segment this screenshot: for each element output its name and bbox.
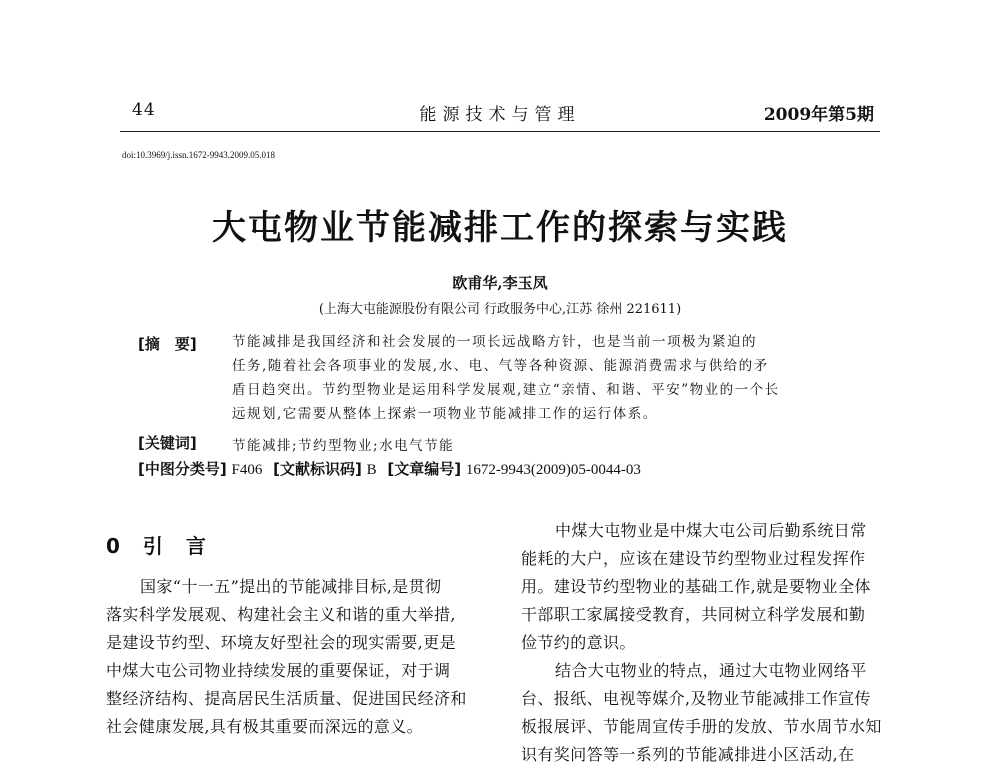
header-rule: [120, 131, 880, 132]
body-line: 中煤大屯物业是中煤大屯公司后勤系统日常: [555, 521, 867, 540]
abstract-line: 任务,随着社会各项事业的发展,水、电、气等各种资源、能源消费需求与供给的矛: [232, 358, 769, 374]
page-number: 44: [132, 100, 156, 120]
body-line: 俭节约的意识。: [521, 633, 636, 652]
body-line: 识有奖问答等一系列的节能减排进小区活动,在: [521, 745, 855, 764]
body-line: 是建设节约型、环境友好型社会的现实需要,更是: [106, 633, 456, 652]
journal-name: 能源技术与管理: [419, 105, 581, 125]
body-line: 社会健康发展,具有极其重要而深远的意义。: [106, 717, 424, 736]
body-line: 能耗的大户，应该在建设节约型物业过程发挥作: [521, 549, 866, 568]
article-title: 大屯物业节能减排工作的探索与实践: [212, 208, 788, 248]
abstract-line: 盾日趋突出。节约型物业是运用科学发展观,建立“亲情、和谐、平安”物业的一个长: [232, 382, 780, 398]
body-line: 落实科学发展观、构建社会主义和谐的重大举措,: [106, 605, 456, 624]
clc-label: [中图分类号]: [138, 460, 227, 478]
right-column: [521, 517, 901, 769]
doc-code-label: [文献标识码]: [273, 460, 362, 478]
abstract-line: 远规划,它需要从整体上探索一项物业节能减排工作的运行体系。: [232, 406, 658, 422]
body-line: 板报展评、节能周宣传手册的发放、节水周节水知: [521, 717, 882, 736]
abstract-label: [摘 要]: [138, 335, 197, 353]
body-line: 整经济结构、提高居民生活质量、促进国民经济和: [106, 689, 467, 708]
authors: 欧甫华,李玉凤: [452, 274, 548, 292]
body-line: 台、报纸、电视等媒介,及物业节能减排工作宣传: [521, 689, 871, 708]
classification-row: [138, 458, 647, 479]
body-line: 用。建设节约型物业的基础工作,就是要物业全体: [521, 577, 871, 596]
doc-code-value: B: [366, 462, 377, 478]
body-line: 中煤大屯公司物业持续发展的重要保证，对于调: [106, 661, 451, 680]
keywords-text: 节能减排;节约型物业;水电气节能: [232, 438, 455, 454]
body-line: 干部职工家属接受教育，共同树立科学发展和勤: [521, 605, 866, 624]
keywords-label: [关键词]: [138, 434, 197, 452]
abstract-line: 节能减排是我国经济和社会发展的一项长远战略方针，也是当前一项极为紧迫的: [232, 334, 757, 350]
issue-label: 2009年第5期: [763, 105, 874, 125]
abstract-text: [232, 330, 872, 426]
article-number-value: 1672-9943(2009)05-0044-03: [465, 462, 641, 478]
section-heading: 0 引 言: [106, 534, 214, 558]
article-number-label: [文章编号]: [387, 460, 462, 478]
clc-value: F406: [231, 462, 263, 478]
left-column: [106, 573, 488, 741]
doi: doi:10.3969/j.issn.1672-9943.2009.05.018: [122, 150, 276, 160]
body-line: 结合大屯物业的特点，通过大屯物业网络平: [555, 661, 867, 680]
body-line: 国家“十一五”提出的节能减排目标,是贯彻: [140, 577, 442, 596]
affiliation: (上海大屯能源股份有限公司 行政服务中心,江苏 徐州 221611): [318, 302, 682, 317]
